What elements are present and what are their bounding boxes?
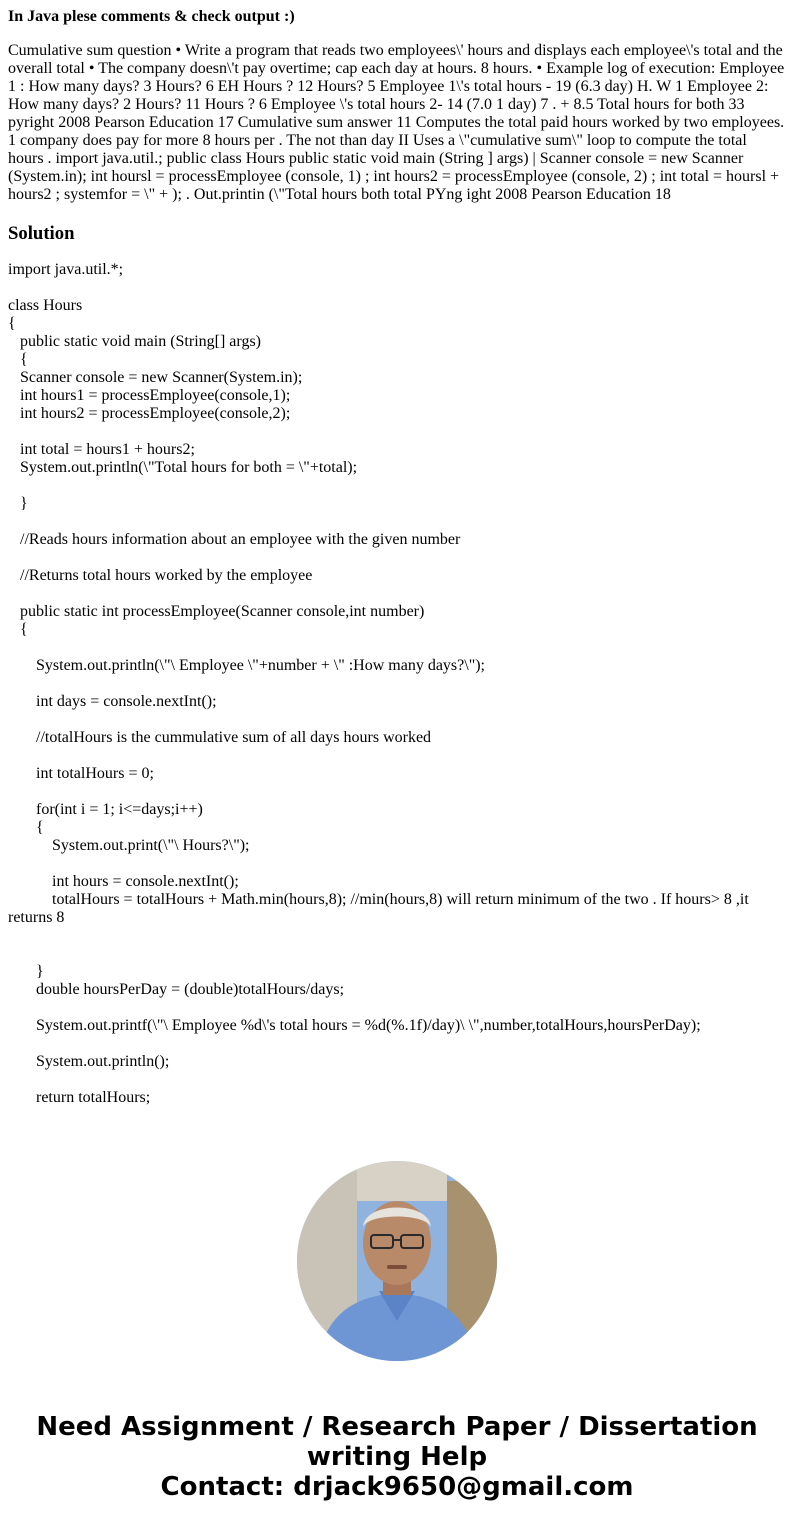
page-content: [0, 8, 794, 1107]
question-body: Cumulative sum question • Write a program that reads two employees\' hours and displays each employee\'s total and the overall total • The company doesn\'t pay overtime; cap each day at hours. 8 hours. • Example log of execution: Employee 1 : How many days? 3 Hours? 6 EH Hours ? 12 Hours? 5 Employee 1\'s total hours - 19 (6.3 day) H. W 1 Employee 2: How many days? 2 Hours? 11 Hours ? 6 Employee \'s total hours 2- 14 (7.0 1 day) 7 . + 8.5 Total hours for both 33 pyright 2008 Pearson Education 17 Cumulative sum answer 11 Computes the total paid hours worked by two employees. 1 company does pay for more 8 hours per . The not than day II Uses a \"cumulative sum\" loop to compute the total hours . import java.util.; public class Hours public static void main (String ] args) | Scanner console = new Scanner (System.in); int hoursl = processEmployee (console, 1) ; int hours2 = processEmployee (console, 2) ; int total = hoursl + hours2 ; systemfor = \" + ); . Out.printin (\"Total hours both total PYng ight 2008 Pearson Education 18: [8, 42, 785, 203]
promo-line-1: Need Assignment / Research Paper / Dissertation: [36, 1412, 758, 1442]
solution-code: import java.util.*; class Hours { public static void main (String[] args) { Scanner console = new Scanner(System.in); int hours1 = processEmployee(console,1); int hours2 = processEmployee(console,2); int total = hours1 + hours2; System.out.println(\"Total hours for both = \"+total); } //Reads hours information about an employee with the given number //Returns total hours worked by the employee public static int processEmployee(Scanner console,int number) { System.out.println(\"\ Employee \"+number + \" :How many days?\"); int days = console.nextInt(); //totalHours is the cummulative sum of all days hours worked int totalHours = 0; for(int i = 1; i<=days;i++) { System.out.print(\"\ Hours?\"); int hours = console.nextInt(); totalHours = totalHours + Math.min(hours,8); //min(hours,8) will return minimum of the two . If hours> 8 ,it returns 8 } double hoursPerDay = (double)totalHours/days; System.out.printf(\"\ Employee %d\'s total hours = %d(%.1f)/day)\ \",number,totalHours,hoursPerDay); System.out.println(); return totalHours;: [8, 261, 749, 1106]
author-photo: [297, 1161, 497, 1361]
promo-footer: [0, 1412, 794, 1502]
promo-line-2: writing Help: [306, 1442, 488, 1472]
author-avatar: [297, 1161, 497, 1361]
question-title: In Java plese comments & check output :): [8, 8, 295, 25]
promo-contact: Contact: drjack9650@gmail.com: [160, 1472, 634, 1502]
solution-heading: Solution: [8, 223, 75, 244]
